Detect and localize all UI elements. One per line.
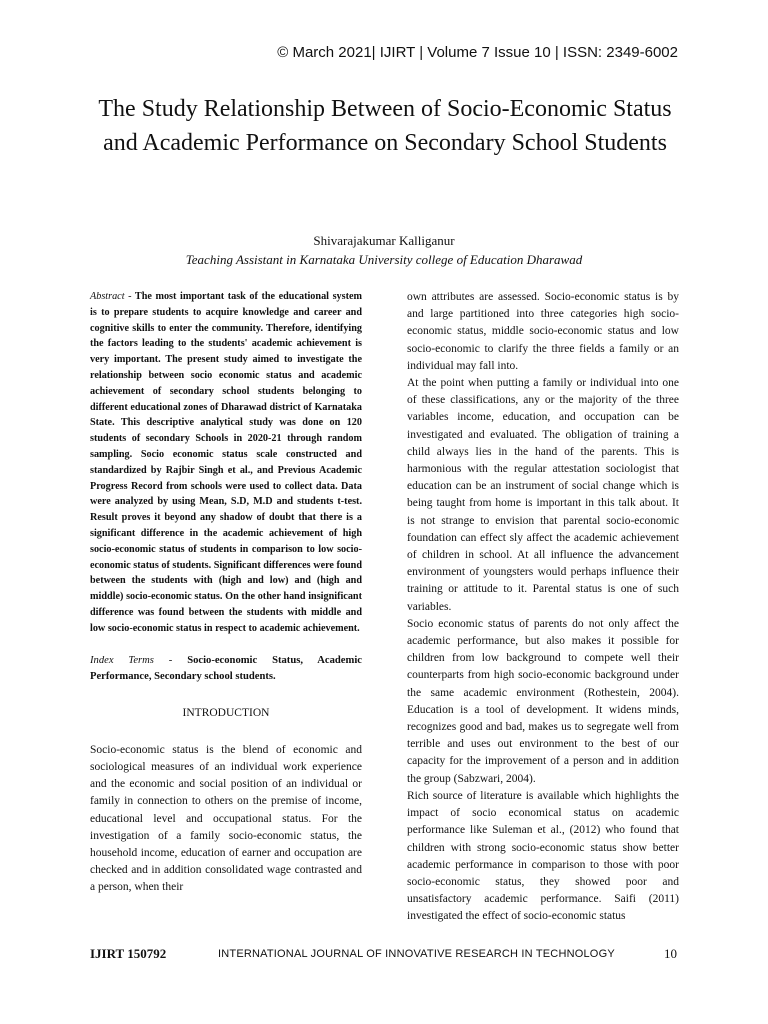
right-column — [407, 289, 679, 926]
footer-paper-id: IJIRT 150792 — [90, 946, 167, 961]
body-paragraph-3: Socio economic status of parents do not only affect the academic performance, but also makes it possible for children from low background to compete well their counterparts from high socio-economic background under the same academic environment (Rothestein, 2004). Education is a tool of development. It widens minds, recognizes good and bad, makes us to segregate well from terrible and uses out environment to the best of our capacity for the improvement of a person and in addition the group (Sabzwari, 2004). — [407, 617, 679, 785]
body-paragraph-1: own attributes are assessed. Socio-economic status is by and large partitioned into three categories high socio-economic status, middle socio-economic status and low socio-economic to clarify the three fields a family or an individual may fall into. — [407, 291, 679, 372]
body-paragraph-2: At the point when putting a family or individual into one of these classifications, any or the majority of the three variables income, education, and occupation can be investigated and evaluated. The obligation of training a child always lies in the hand of the parents. This is harmonious with the regular attestation sociologist that education can be an instrument of social change which is being taught from home is important in this talk about. It is not strange to envision that parental socio-economic foundation can effect sly affect the academic achievement of children in school. At all influence the advancement environment of youngsters would perhaps influence their training or attitude to it. Parental status is one of such variables. — [407, 377, 679, 613]
index-terms-text: Socio-economic Status, Academic Performance, Secondary school students. — [90, 654, 362, 682]
index-terms-label: Index Terms - — [90, 654, 173, 666]
abstract — [90, 289, 362, 637]
intro-paragraph: Socio-economic status is the blend of economic and sociological measures of an individual work experience and the economic and social position of an individual or family in connection to others on the premise of income, educational level and occupational status. For the investigation of a family socio-economic status, the household income, education of earner and occupation are checked and in addition consolidated wage contrasted and a person, when their — [90, 743, 362, 894]
paper-title: The Study Relationship Between of Socio-Economic Status and Academic Performance on Secondary School Students — [98, 96, 672, 156]
author-affiliation: Teaching Assistant in Karnataka University college of Education Dharawad — [185, 252, 583, 267]
left-column — [90, 289, 362, 897]
footer-journal-name: INTERNATIONAL JOURNAL OF INNOVATIVE RESEARCH IN TECHNOLOGY — [218, 948, 615, 960]
section-heading-introduction: INTRODUCTION — [182, 706, 270, 719]
body-paragraph-4: Rich source of literature is available which highlights the impact of socio economical status on academic performance like Suleman et al., (2012) who found that children with strong socio-economic status show better academic performance in comparison to those with poor socio-economic status, they showed poor and unsatisfactory academic performance. Saifi (2011) investigated the effect of socio-economic status — [407, 789, 679, 923]
index-terms — [90, 653, 362, 685]
footer-page-number: 10 — [664, 946, 677, 961]
journal-header: © March 2021| IJIRT | Volume 7 Issue 10 | ISSN: 2349-6002 — [277, 44, 678, 61]
author-name: Shivarajakumar Kalliganur — [313, 233, 455, 248]
abstract-text: The most important task of the educational system is to prepare students to acquire knowledge and career and cognitive skills to enter the community. Therefore, identifying the factors leading to the students' academic achievement is very important. The present study aimed to investigate the relationship between socio economic status and academic achievement of secondary school students belonging to different educational zones of Dharawad district of Karnataka State. This descriptive analytical study was done on 120 students of secondary Schools in 2020-21 through random sampling. Socio economic status scale constructed and standardized by Rajbir Singh et al., and Previous Academic Progress Record from schools were used to collect data. Data were analyzed by using Mean, S.D, M.D and students t-test. Result proves it beyond any shadow of doubt that there is a significant difference in the academic achievement of high socio-economic status of students in comparison to low socio-economic status of students. Significant differences were found between the students with (high and low) and (high and middle) socio-economic status. On the other hand insignificant difference was found between the students with middle and low socio-economic status in respect to academic achievement. — [90, 291, 362, 634]
abstract-label: Abstract - — [90, 291, 132, 302]
